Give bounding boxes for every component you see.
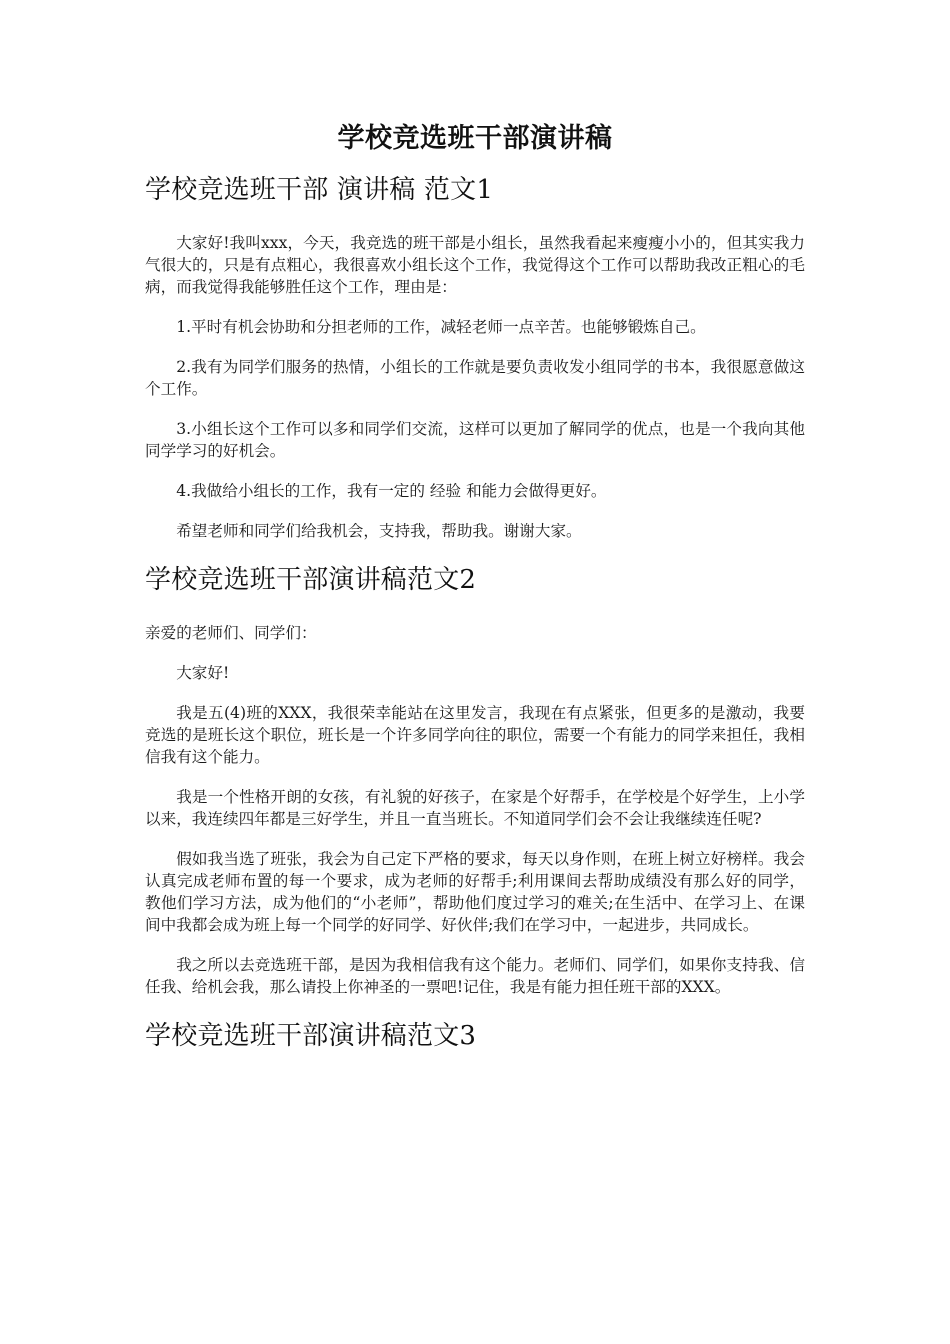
paragraph: 1.平时有机会协助和分担老师的工作，减轻老师一点辛苦。也能够锻炼自己。: [176, 318, 706, 336]
paragraph: 我是五(4)班的XXX，我很荣幸能站在这里发言，我现在有点紧张，但更多的是激动，我要竞选的是班长这个职位，班长是一个许多同学向往的职位，需要一个有能力的同学来担任，我相信我有这个能力。: [145, 704, 805, 766]
salutation: 亲爱的老师们、同学们：: [145, 624, 317, 642]
section-heading-1: 学校竞选班干部 演讲稿 范文1: [145, 175, 494, 205]
paragraph: 4.我做给小组长的工作，我有一定的 经验 和能力会做得更好。: [176, 482, 607, 500]
paragraph: 我之所以去竞选班干部，是因为我相信我有这个能力。老师们、同学们，如果你支持我、信任我、给机会我，那么请投上你神圣的一票吧!记住，我是有能力担任班干部的XXX。: [145, 956, 805, 996]
section-heading-2: 学校竞选班干部演讲稿范文2: [145, 565, 477, 595]
section-1: [145, 170, 805, 542]
document-title: 学校竞选班干部演讲稿: [337, 123, 613, 154]
section-3: [145, 1016, 805, 1056]
paragraph: 3.小组长这个工作可以多和同学们交流，这样可以更加了解同学的优点，也是一个我向其他同学学习的好机会。: [145, 420, 805, 460]
paragraph: 希望老师和同学们给我机会，支持我，帮助我。谢谢大家。: [176, 522, 582, 540]
document-body: [145, 170, 805, 1078]
paragraph: 我是一个性格开朗的女孩，有礼貌的好孩子，在家是个好帮手，在学校是个好学生，上小学以来，我连续四年都是三好学生，并且一直当班长。不知道同学们会不会让我继续连任呢?: [145, 788, 805, 828]
paragraph: 大家好!: [176, 664, 230, 682]
section-heading-3: 学校竞选班干部演讲稿范文3: [145, 1021, 477, 1051]
section-2: [145, 560, 805, 998]
paragraph: 假如我当选了班张，我会为自己定下严格的要求，每天以身作则，在班上树立好榜样。我会认真完成老师布置的每一个要求，成为老师的好帮手;利用课间去帮助成绩没有那么好的同学，教他们学习方法，成为他们的“小老师”，帮助他们度过学习的难关;在生活中、在学习上、在课间中我都会成为班上每一个同学的好同学、好伙伴;我们在学习中，一起进步，共同成长。: [145, 850, 805, 934]
paragraph: 大家好!我叫xxx，今天，我竞选的班干部是小组长，虽然我看起来瘦瘦小小的，但其实我力气很大的，只是有点粗心，我很喜欢小组长这个工作，我觉得这个工作可以帮助我改正粗心的毛病，而我觉得我能够胜任这个工作，理由是：: [145, 234, 805, 296]
paragraph: 2.我有为同学们服务的热情，小组长的工作就是要负责收发小组同学的书本，我很愿意做这个工作。: [145, 358, 805, 398]
